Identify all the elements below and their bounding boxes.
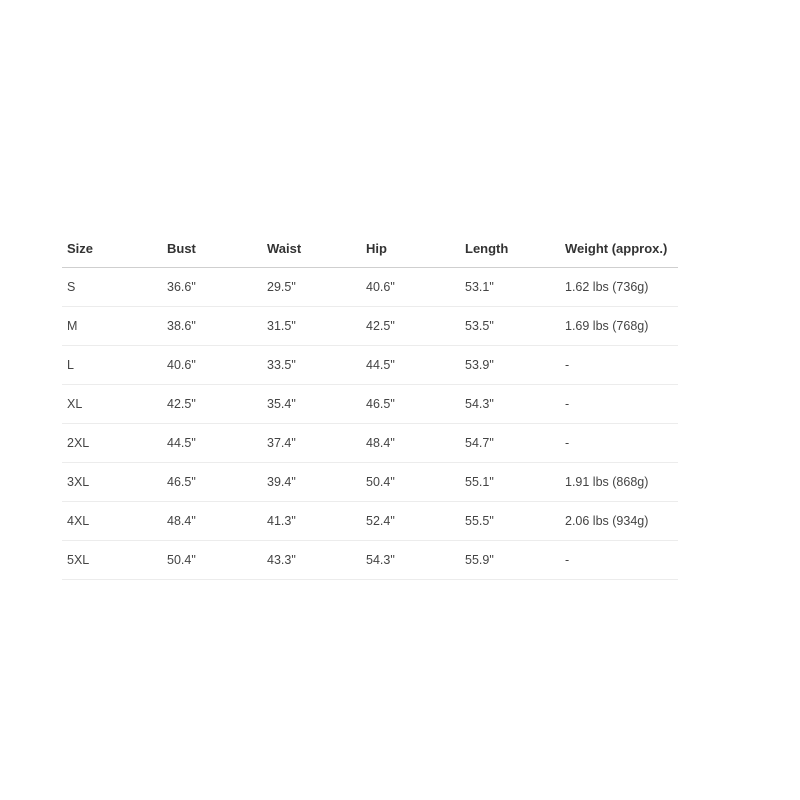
cell-size: 2XL xyxy=(62,424,162,463)
cell-weight: - xyxy=(560,424,678,463)
cell-length: 55.9" xyxy=(460,541,560,580)
table-row xyxy=(62,307,678,346)
cell-waist: 37.4" xyxy=(262,424,361,463)
cell-bust: 38.6" xyxy=(162,307,262,346)
cell-bust: 36.6" xyxy=(162,268,262,307)
table-row xyxy=(62,385,678,424)
cell-weight: - xyxy=(560,385,678,424)
cell-length: 53.5" xyxy=(460,307,560,346)
cell-bust: 42.5" xyxy=(162,385,262,424)
cell-waist: 31.5" xyxy=(262,307,361,346)
cell-weight: 1.91 lbs (868g) xyxy=(560,463,678,502)
cell-length: 53.1" xyxy=(460,268,560,307)
table-header xyxy=(62,229,678,268)
cell-bust: 50.4" xyxy=(162,541,262,580)
cell-size: 5XL xyxy=(62,541,162,580)
table-row xyxy=(62,268,678,307)
cell-weight: 1.62 lbs (736g) xyxy=(560,268,678,307)
cell-hip: 52.4" xyxy=(361,502,460,541)
header-hip: Hip xyxy=(361,229,460,268)
header-waist: Waist xyxy=(262,229,361,268)
cell-weight: 1.69 lbs (768g) xyxy=(560,307,678,346)
cell-bust: 40.6" xyxy=(162,346,262,385)
cell-waist: 35.4" xyxy=(262,385,361,424)
cell-length: 55.5" xyxy=(460,502,560,541)
cell-weight: - xyxy=(560,541,678,580)
header-weight: Weight (approx.) xyxy=(560,229,678,268)
cell-hip: 48.4" xyxy=(361,424,460,463)
cell-waist: 41.3" xyxy=(262,502,361,541)
cell-length: 54.3" xyxy=(460,385,560,424)
cell-bust: 44.5" xyxy=(162,424,262,463)
cell-bust: 48.4" xyxy=(162,502,262,541)
header-row xyxy=(62,229,678,268)
table-row xyxy=(62,463,678,502)
table-row xyxy=(62,541,678,580)
header-length: Length xyxy=(460,229,560,268)
table-row xyxy=(62,424,678,463)
table-row xyxy=(62,502,678,541)
cell-size: 3XL xyxy=(62,463,162,502)
cell-waist: 29.5" xyxy=(262,268,361,307)
cell-hip: 40.6" xyxy=(361,268,460,307)
cell-waist: 33.5" xyxy=(262,346,361,385)
cell-hip: 44.5" xyxy=(361,346,460,385)
header-size: Size xyxy=(62,229,162,268)
table-row xyxy=(62,346,678,385)
cell-size: L xyxy=(62,346,162,385)
cell-length: 54.7" xyxy=(460,424,560,463)
cell-size: 4XL xyxy=(62,502,162,541)
cell-size: S xyxy=(62,268,162,307)
cell-hip: 50.4" xyxy=(361,463,460,502)
cell-length: 53.9" xyxy=(460,346,560,385)
cell-size: XL xyxy=(62,385,162,424)
table-body xyxy=(62,268,678,580)
cell-bust: 46.5" xyxy=(162,463,262,502)
cell-hip: 42.5" xyxy=(361,307,460,346)
cell-waist: 39.4" xyxy=(262,463,361,502)
cell-waist: 43.3" xyxy=(262,541,361,580)
cell-hip: 46.5" xyxy=(361,385,460,424)
header-bust: Bust xyxy=(162,229,262,268)
cell-length: 55.1" xyxy=(460,463,560,502)
cell-hip: 54.3" xyxy=(361,541,460,580)
cell-weight: 2.06 lbs (934g) xyxy=(560,502,678,541)
cell-size: M xyxy=(62,307,162,346)
size-chart-table xyxy=(62,229,678,580)
cell-weight: - xyxy=(560,346,678,385)
